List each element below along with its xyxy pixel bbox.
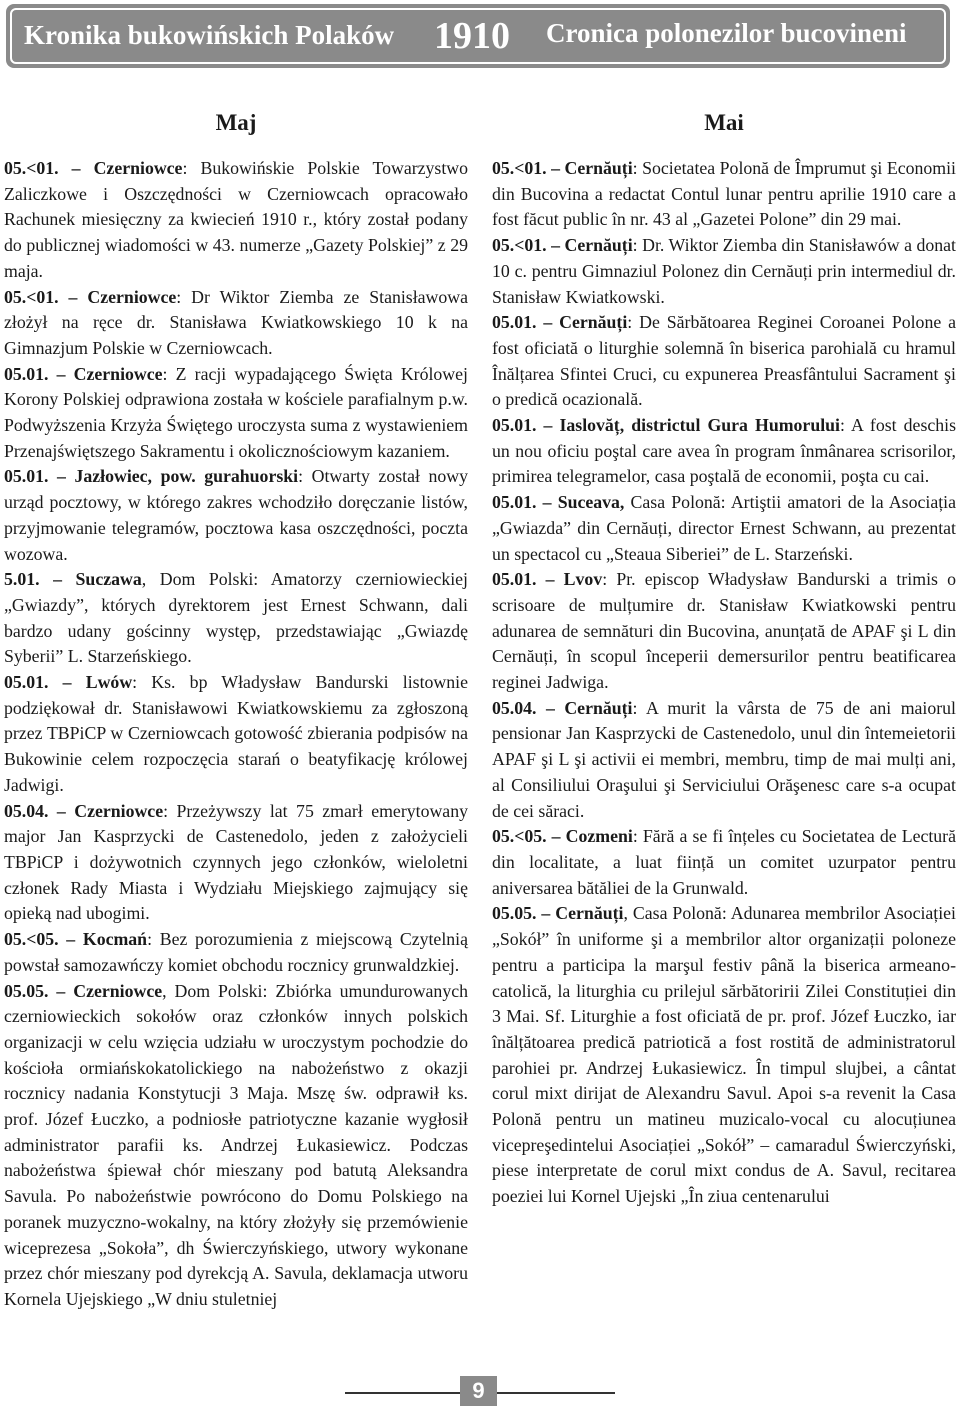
polish-column — [4, 110, 468, 1313]
entry-text: , Casa Polonă: Adunarea membrilor Asociației „Sokół” în uniforme şi a membrilor altor organizații poloneze pentru a participa la marşul festiv până la biserica armeano-catolică, la liturghia cu prilejul sărbătoririi Zilei Constituției din 3 Mai. Sf. Liturghie a fost oficiată de pr. prof. Józef Łuczko, iar înălțătoarea predică patriotică a fost rostită de administratorul parohiei pr. Andrzej Łukasiewicz. În timpul slujbei, a cântat corul mixt dirijat de Alexandru Savul. Apoi s-a revenit la Casa Polonă pentru un matineu muzicalo-vocal cu alocuțiunea vicepreşedintelui Asociației „Sokół” – camaradul Świerczyński, piese interpretate de corul mixt condus de A. Savul, recitarea poeziei lui Kornel Ujejski „În ziua centenarului — [492, 903, 956, 1207]
chronicle-entry — [4, 927, 468, 978]
entry-text: : Fără a se fi înțeles cu Societatea de Lectură din localitate, a luat ființă un comitet uzurpator pentru aniversarea bătăliei de la Grunwald. — [492, 826, 956, 898]
entry-text: : De Sărbătoarea Reginei Coroanei Polone a fost oficiată o liturghie solemnă în biserica parohială cu hramul Înălțarea Sfintei Cruci, cu expunerea Preasfântului Sacrament şi o predică ocazională. — [492, 312, 957, 410]
entry-text: : Bez porozumienia z miejscową Czytelnią powstał samozawńczy komiet obchodu rocznicy grunwaldzkiej. — [4, 929, 468, 975]
entry-text: : A fost deschis un nou oficiu poştal care avea în program înmânarea scrisorilor, primirea telegramelor, casa poştală de economii, poşta cu cai. — [492, 415, 957, 487]
polish-entries — [4, 156, 468, 1313]
chronicle-entry — [492, 413, 956, 490]
entry-date-place: 05.01. – Iaslovăț, districtul Gura Humorului — [492, 415, 840, 436]
chronicle-entry — [4, 567, 468, 670]
entry-date-place: 05.01. – Cernăuți — [492, 312, 628, 333]
entry-date-place: 05.04. – Czerniowce — [4, 800, 164, 821]
entry-date-place: 05.<01. – Czerniowce — [4, 158, 183, 178]
entry-date-place: 05.<01. – Cernăuți — [492, 235, 633, 256]
entry-date-place: 05.05. – Czerniowce — [4, 980, 163, 1001]
chronicle-entry — [4, 362, 468, 465]
page-footer — [0, 1372, 960, 1408]
entry-text: : Z racji wypadającego Święta Królowej Korony Polskiej odprawiona została w kościele parafialnym p.w. Podwyższenia Krzyża Świętego uroczysta suma z wystawieniem Przenajświętszego Sakramentu i okolicznościowym kazaniem. — [4, 363, 468, 461]
entry-text: : Pr. episcop Władysław Bandurski a trimis o scrisoare de mulțumire dr. Stanisław Kwiatkowski pentru adunarea de semnături din Bucovina, anunțată de APAF şi L din Cernăuți, în scopul începerii demersurilor pentru beatificarea reginei Jadwiga. — [492, 569, 956, 693]
entry-date-place: 05.01. – Suceava, — [492, 492, 625, 513]
entry-date-place: 05.04. – Cernăuți — [492, 697, 633, 718]
chronicle-entry — [492, 490, 956, 567]
romanian-entries — [492, 156, 956, 1210]
entry-text: : A murit la vârsta de 75 de ani maiorul pensionar Jan Kasprzycki de Castenedolo, unul din întemeietorii APAF şi L şi activii ei membri, membru, timp de mai mulți ani, al Consiliului Oraşului şi Serviciului Orăşenesc care s-a ocupat de cei săraci. — [492, 697, 956, 821]
chronicle-entry — [492, 233, 956, 310]
entry-date-place: 5.01. – Suczawa — [4, 569, 142, 590]
month-heading-romanian: Mai — [704, 110, 744, 135]
page-number: 9 — [460, 1376, 497, 1406]
running-header — [6, 4, 950, 68]
chronicle-entry — [4, 979, 468, 1313]
romanian-column — [492, 110, 956, 1210]
chronicle-entry — [492, 156, 956, 233]
entry-date-place: 05.01. – Jazłowiec, pow. gurahuorski — [4, 466, 299, 487]
chronicle-entry — [4, 285, 468, 362]
header-year: 1910 — [434, 15, 510, 57]
entry-date-place: 05.<01. – Czerniowce — [4, 286, 177, 307]
entry-text: : Ks. bp Władysław Bandurski listownie podziękował dr. Stanisławowi Kwiatkowskiemu za zgłoszoną przez TBPiCP w Czerniowcach gotowość zbierania podpisów na Bukowinie celem rozpoczęcia starań o beatyfikację królowej Jadwigi. — [4, 672, 468, 795]
entry-date-place: 05.<05. – Kocmań — [4, 929, 148, 950]
entry-text: , Dom Polski: Amatorzy czerniowieckiej „Gwiazdy”, których dyrektorem jest Ernest Schwann, dali bardzo udany gościnny występ, przedstawiając „Gwiazdę Syberii” L. Starzeńskiego. — [4, 569, 468, 667]
entry-text: : Societatea Polonă de Împrumut şi Economii din Bucovina a redactat Contul lunar pentru aprilie 1910 care a fost făcut public în nr. 43 al „Gazetei Polone” din 29 mai. — [492, 158, 956, 230]
chronicle-entry — [4, 670, 468, 799]
chronicle-entry — [492, 696, 956, 825]
entry-date-place: 05.01. – Czerniowce — [4, 363, 163, 384]
entry-date-place: 05.<05. – Cozmeni — [492, 826, 633, 847]
chronicle-entry — [4, 799, 468, 928]
entry-text: , Dom Polski: Zbiórka umundurowanych czerniowieckich sokołów oraz członków innych polskich organizacji w celu wzięcia udziału w uroczystym pochodzie do kościoła ormiańskokatolickiego na nabożeństwo z okazji rocznicy nadania Konstytucji 3 Maja. Mszę św. odprawił ks. prof. Józef Łuczko, a podniosłe patriotyczne kazanie wygłosił administrator parafii ks. Andrzej Łukasiewicz. Podczas nabożeństwa śpiewał chór mieszany pod batutą Aleksandra Savula. Po nabożeństwie powrócono do Domu Polskiego na poranek muzyczno-wokalny, na który złożyły się przemówienie wiceprezesa „Sokoła”, dh Świerczyńskiego, utwory wykonane przez chór mieszany pod dyrekcją A. Savula, deklamacja utworu Kornela Ujejskiego „W dniu stuletniej — [4, 980, 468, 1309]
entry-text: : Bukowińskie Polskie Towarzystwo Zaliczkowe i Oszczędności w Czerniowcach opracowało Rachunek miesięczny za kwiecień 1910 r., który został podany do publicznej wiadomości w 43. numerze „Gazety Polskiej” z 29 maja. — [4, 158, 469, 281]
footer-rule-left — [345, 1392, 460, 1394]
chronicle-entry — [492, 567, 956, 696]
chronicle-entry — [4, 464, 468, 567]
entry-date-place: 05.05. – Cernăuți — [492, 903, 624, 924]
entry-text: : Dr. Wiktor Ziemba din Stanisławów a donat 10 c. pentru Gimnaziul Polonez din Cernăuți prin intermediul dr. Stanisław Kwiatkowski. — [492, 235, 956, 307]
entry-text: : Przeżywszy lat 75 zmarł emerytowany major Jan Kasprzycki de Castenedolo, jeden z założycieli TBPiCP i dożywotnich czynnych jego członków, wieloletni członek Rady Miasta i Wydziału Miejskiego zajmujący się opieką nad ubogimi. — [4, 800, 468, 924]
chronicle-entry — [492, 824, 956, 901]
entry-date-place: 05.01. – Lwów — [4, 672, 133, 693]
chronicle-entry — [492, 901, 956, 1209]
header-title-romanian: Cronica polonezilor bucovineni — [546, 18, 907, 48]
entry-text: : Dr Wiktor Ziemba ze Stanisławowa złożył na ręce dr. Stanisława Kwiatkowskiego 10 k na Gimnazjum Polskie w Czerniowcach. — [4, 286, 469, 358]
header-title-polish: Kronika bukowińskich Polaków — [24, 20, 395, 50]
chronicle-entry — [4, 156, 468, 285]
entry-text: : Otwarty został nowy urząd pocztowy, w którego zakres wchodziło doręczanie listów, przyjmowanie telegramów, pocztowa kasa oszczędności, poczta wozowa. — [4, 466, 468, 564]
month-heading-polish: Maj — [215, 110, 257, 135]
entry-date-place: 05.01. – Lvov — [492, 569, 603, 590]
footer-rule-right — [497, 1392, 615, 1394]
entry-text: Casa Polonă: Artiştii amatori de la Asociația „Gwiazda” din Cernăuți, director Ernest Schwann, au prezentat un spectacol cu „Steaua Siberiei” de L. Starzeński. — [492, 492, 956, 564]
chronicle-entry — [492, 310, 956, 413]
entry-date-place: 05.<01. – Cernăuți — [492, 158, 633, 178]
